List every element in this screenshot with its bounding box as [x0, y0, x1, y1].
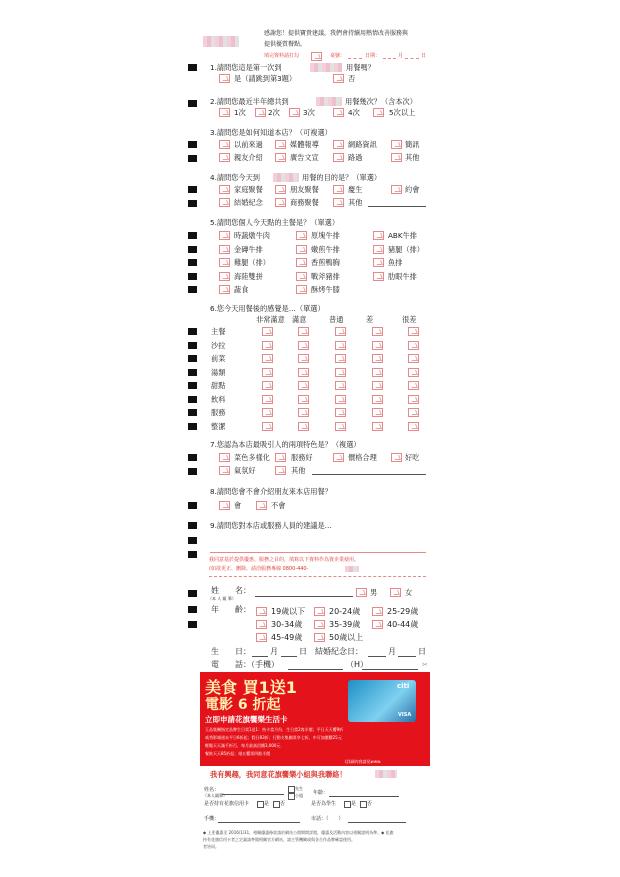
q2-title-a: 2.請問您最近半年總共到	[210, 97, 289, 106]
question-marker	[188, 502, 197, 509]
q6-rating-checkbox[interactable]	[262, 327, 273, 336]
q4-title-a: 4.請問您今天到	[210, 173, 260, 182]
birthday-month: 月	[270, 647, 278, 656]
q3-checkbox[interactable]	[275, 140, 286, 149]
q6-rating-checkbox[interactable]	[408, 381, 419, 390]
redacted-logo	[203, 36, 239, 47]
q5-option: 肋眼牛排	[388, 271, 417, 281]
student-no-checkbox[interactable]	[360, 801, 367, 808]
ad-bullet: 餐飲天天85折起；週五饗票四點半價	[205, 751, 271, 756]
q3-checkbox[interactable]	[275, 153, 286, 162]
question-marker	[188, 551, 197, 558]
q6-item-label: 湯類	[211, 367, 226, 377]
q8-no-label: 不會	[271, 501, 286, 510]
q4-option: 其他	[348, 198, 363, 207]
age-checkbox[interactable]	[256, 607, 267, 616]
q6-rating-checkbox[interactable]	[408, 327, 419, 336]
hold-card-yes: 是	[264, 801, 270, 807]
q6-rating-checkbox[interactable]	[262, 341, 273, 350]
q5-checkbox[interactable]	[296, 245, 307, 254]
q5-option: 酥烤牛膝	[311, 285, 340, 294]
q7-option: 服務好	[291, 453, 313, 462]
age-checkbox[interactable]	[256, 633, 267, 642]
question-marker	[188, 232, 197, 239]
question-marker	[188, 621, 197, 628]
q6-rating-checkbox[interactable]	[298, 408, 309, 417]
q7-checkbox[interactable]	[391, 453, 402, 462]
q3-option: 簡訊	[405, 140, 420, 149]
age-option: 50歲以上	[329, 633, 364, 642]
q7-option: 氣氛好	[234, 466, 256, 475]
redacted-phone	[345, 566, 359, 572]
question-marker	[188, 382, 197, 389]
q7-other-line[interactable]	[312, 474, 426, 475]
question-marker	[188, 454, 197, 461]
question-marker	[188, 590, 197, 597]
ad-detail-link[interactable]: (詳細內容請見www.	[345, 759, 382, 764]
age-option: 25-29歲	[387, 607, 419, 616]
mobile-input-line[interactable]	[288, 669, 343, 670]
q4-option: 結婚紀念	[234, 198, 263, 207]
q2-option-label: 4次	[348, 108, 360, 117]
q7-option: 其他	[291, 466, 306, 475]
q6-rating-checkbox[interactable]	[408, 395, 419, 404]
male-checkbox[interactable]	[356, 588, 367, 597]
q7-option: 菜色多樣化	[234, 453, 270, 462]
q6-item-label: 沙拉	[211, 340, 226, 350]
q3-checkbox[interactable]	[333, 153, 344, 162]
table-label: 桌號：	[330, 53, 346, 59]
q1-no-checkbox[interactable]	[333, 74, 344, 83]
q6-rating-checkbox[interactable]	[298, 341, 309, 350]
q5-option: 香煎鴨胸	[311, 258, 340, 267]
age-option: 35-39歲	[329, 620, 361, 629]
q6-rating-checkbox[interactable]	[335, 341, 346, 350]
apply-mobile-label: 手機：	[204, 816, 220, 822]
q4-checkbox[interactable]	[391, 185, 402, 194]
ad-headline-3: 立即申請花旗饗樂生活卡	[205, 715, 288, 724]
footer-line1: ◆ 上述優惠至 2016/1/31，相關優惠條款請於網站公開期間詳閱，優惠及活動內容以相關說明為準。◆ 花旗	[203, 830, 394, 835]
q7-title: 7.您認為本店最吸引人的兩項特色是？（複選）	[210, 440, 361, 449]
q6-rating-checkbox[interactable]	[408, 341, 419, 350]
q5-option: 時蔬燉牛肉	[234, 231, 270, 240]
ad-bullet: 威秀影城週末平日6折起；假日83折；行動支集團票享七折。中可加價購25元	[205, 735, 342, 740]
apply-age-label: 年齡：	[313, 790, 329, 796]
scissors-icon: ✂	[422, 660, 429, 669]
q5-checkbox[interactable]	[219, 258, 230, 267]
q5-checkbox[interactable]	[296, 231, 307, 240]
age-checkbox[interactable]	[314, 633, 325, 642]
question-marker	[188, 606, 197, 613]
q4-option: 慶生	[348, 185, 363, 194]
hold-card-label: 是否持有花旗信用卡	[204, 801, 250, 807]
name-label: 姓 名：	[211, 586, 251, 595]
anniversary-label: 結婚紀念日：	[315, 647, 363, 656]
redacted-brand	[273, 173, 299, 182]
q6-rating-checkbox[interactable]	[298, 354, 309, 363]
fill-date-label: 填完資料請打勾	[264, 53, 300, 59]
anniversary-month: 月	[388, 647, 396, 656]
q7-option: 好吃	[405, 453, 420, 462]
q5-checkbox[interactable]	[373, 272, 384, 281]
age-checkbox[interactable]	[256, 620, 267, 629]
q6-scale-header: 普通	[329, 315, 344, 324]
age-checkbox[interactable]	[314, 620, 325, 629]
q9-title: 9.請問您對本店或服務人員的建議是…	[210, 521, 332, 530]
q2-option-checkbox[interactable]	[255, 108, 266, 117]
q5-checkbox[interactable]	[373, 245, 384, 254]
apply-city-label: 市話：（ ）	[311, 816, 344, 822]
q6-rating-checkbox[interactable]	[298, 381, 309, 390]
q1-title-b: 用餐嗎？	[346, 63, 375, 72]
student-label: 是否為學生	[311, 801, 337, 807]
notice-divider	[209, 576, 426, 577]
anniversary-day-line[interactable]	[398, 656, 416, 657]
q6-rating-checkbox[interactable]	[262, 408, 273, 417]
apply-name-label: 姓名：	[204, 787, 220, 793]
q5-option: 海陸雙拼	[234, 271, 263, 281]
question-marker	[188, 100, 197, 107]
q2-option-label: 5次以上	[389, 108, 416, 117]
q6-scale-header: 差	[366, 315, 374, 324]
apply-title: 我有興趣，我同意花旗饗樂小組與我聯絡！	[210, 770, 347, 779]
q6-rating-checkbox[interactable]	[262, 422, 273, 431]
gender-f-label: 小姐	[295, 793, 303, 798]
q8-no-checkbox[interactable]	[256, 501, 267, 510]
question-marker	[188, 246, 197, 253]
question-marker	[188, 141, 197, 148]
age-label: 年 齡：	[211, 605, 251, 614]
hold-card-no-checkbox[interactable]	[273, 801, 280, 808]
q2-option-label: 3次	[303, 108, 315, 117]
q5-checkbox[interactable]	[219, 285, 230, 294]
q3-title: 3.請問您是如何知道本店？（可複選）	[210, 128, 332, 137]
question-marker	[188, 342, 197, 349]
ad-headline-1: 美食 買1送1	[205, 678, 297, 697]
anniversary-day: 日	[418, 647, 426, 656]
gender-f-checkbox[interactable]	[288, 793, 295, 800]
q2-option-checkbox[interactable]	[373, 108, 384, 117]
question-marker	[188, 355, 197, 362]
q5-checkbox[interactable]	[296, 272, 307, 281]
q6-rating-checkbox[interactable]	[408, 354, 419, 363]
redacted-brand	[310, 63, 342, 72]
question-marker	[188, 155, 197, 162]
q2-title-b: 用餐幾次？（含本次）	[345, 97, 417, 106]
apply-mobile-line[interactable]	[218, 822, 300, 823]
q3-option: 路過	[348, 153, 363, 162]
age-checkbox[interactable]	[372, 607, 383, 616]
q4-option: 朋友聚餐	[290, 185, 319, 194]
q6-rating-checkbox[interactable]	[262, 395, 273, 404]
question-marker	[188, 259, 197, 266]
q5-option: 戰斧豬排	[311, 271, 340, 281]
footer-line3: 者皆同。	[203, 844, 219, 849]
question-marker	[188, 286, 197, 293]
apply-name-sub: （本人親筆）	[203, 793, 227, 798]
q6-rating-checkbox[interactable]	[372, 395, 383, 404]
citi-logo: citi	[397, 682, 410, 690]
q5-option: 原塊牛排	[311, 231, 340, 240]
q6-rating-checkbox[interactable]	[335, 381, 346, 390]
age-checkbox[interactable]	[372, 620, 383, 629]
question-marker	[188, 468, 197, 475]
q4-option: 商務聚餐	[290, 198, 319, 207]
anniversary-month-line[interactable]	[368, 656, 386, 657]
q1-yes-checkbox[interactable]	[219, 74, 230, 83]
ad-bullet: 輕鬆天天滿千折百，每月最高回饋3,000元	[205, 743, 281, 748]
q6-rating-checkbox[interactable]	[408, 368, 419, 377]
q5-title: 5.請問您個人今天點的主餐是？（單選）	[210, 218, 340, 227]
q6-rating-checkbox[interactable]	[298, 422, 309, 431]
female-label: 女	[405, 588, 413, 597]
q7-option: 價格合理	[348, 453, 377, 462]
q6-item-label: 服務	[211, 408, 226, 417]
q6-rating-checkbox[interactable]	[298, 327, 309, 336]
apply-name-line[interactable]	[222, 794, 284, 795]
hold-card-no: 否	[280, 801, 286, 807]
q3-checkbox[interactable]	[333, 140, 344, 149]
q1-yes-label: 是（請跳到第3題）	[234, 74, 297, 83]
q2-option-label: 2次	[268, 108, 280, 117]
q4-option: 約會	[405, 185, 420, 194]
q5-option: 嫩煎牛排	[311, 244, 340, 254]
q5-option: 金磚牛排	[234, 244, 263, 254]
birthday-day-line[interactable]	[281, 656, 297, 657]
q6-title: 6.您今天用餐後的感覺是…（單選）	[210, 304, 325, 313]
ad-bullet: 王品集團指定品牌生日買1送1：持卡當月份，生日當2客半價；平日天天饗9折	[205, 727, 344, 732]
age-option: 40-44歲	[387, 620, 419, 629]
q6-rating-checkbox[interactable]	[408, 408, 419, 417]
q5-checkbox[interactable]	[219, 272, 230, 281]
question-marker	[188, 423, 197, 430]
question-marker	[188, 409, 197, 416]
q6-rating-checkbox[interactable]	[372, 408, 383, 417]
q7-checkbox[interactable]	[219, 466, 230, 475]
redacted-phone	[375, 770, 397, 778]
q5-option: 魚排	[388, 258, 403, 267]
date-label: 日期：	[365, 53, 381, 59]
q6-scale-header: 非常滿意	[256, 315, 285, 324]
home-phone-input-line[interactable]	[362, 669, 418, 670]
question-marker	[188, 200, 197, 207]
phone-label: 電 話：（手機）	[211, 660, 279, 669]
q5-option: 豬腿（排）	[388, 244, 424, 254]
q9-answer-line[interactable]	[210, 552, 426, 553]
q6-rating-checkbox[interactable]	[262, 354, 273, 363]
q5-option: 雞腿（排）	[234, 258, 270, 267]
student-no: 否	[367, 801, 373, 807]
q4-checkbox[interactable]	[275, 198, 286, 207]
q1-title-a: 1.請問您這是第一次到	[210, 63, 282, 72]
q5-checkbox[interactable]	[219, 245, 230, 254]
student-yes-checkbox[interactable]	[344, 801, 351, 808]
birthday-label: 生 日：	[211, 647, 251, 656]
gender-m-checkbox[interactable]	[288, 786, 295, 793]
privacy-notice-line2: (如欲更正、刪除，請洽服務專線 0800-440-	[209, 566, 309, 572]
age-checkbox[interactable]	[314, 607, 325, 616]
q5-option: ABK牛排	[388, 231, 417, 240]
month-label: 月	[398, 53, 404, 59]
q6-scale-header: 滿意	[292, 315, 307, 324]
q3-option: 親友介紹	[234, 153, 263, 162]
q8-yes-checkbox[interactable]	[219, 501, 230, 510]
q3-checkbox[interactable]	[391, 153, 402, 162]
question-marker	[188, 537, 197, 544]
q5-checkbox[interactable]	[219, 231, 230, 240]
q3-option: 以前來過	[234, 140, 263, 149]
q2-option-label: 1次	[234, 108, 246, 117]
birthday-day: 日	[299, 647, 307, 656]
q3-option: 網路資訊	[348, 140, 377, 149]
q3-option: 媒體報導	[290, 140, 319, 149]
q6-rating-checkbox[interactable]	[372, 354, 383, 363]
q6-scale-header: 很差	[402, 315, 417, 324]
hold-card-yes-checkbox[interactable]	[257, 801, 264, 808]
q6-rating-checkbox[interactable]	[372, 327, 383, 336]
student-yes: 是	[351, 801, 357, 807]
gender-m-label: 先生	[295, 786, 303, 791]
q2-option-checkbox[interactable]	[289, 108, 300, 117]
day-label: 日	[421, 53, 427, 59]
q7-checkbox[interactable]	[219, 453, 230, 462]
question-marker	[188, 396, 197, 403]
q6-rating-checkbox[interactable]	[372, 422, 383, 431]
q6-rating-checkbox[interactable]	[335, 408, 346, 417]
birthday-month-line[interactable]	[252, 656, 268, 657]
q6-item-label: 前菜	[211, 354, 226, 363]
q4-title-b: 用餐的目的是？（單選）	[302, 173, 382, 182]
q2-option-checkbox[interactable]	[333, 108, 344, 117]
q5-option: 蔬食	[234, 285, 249, 294]
visa-logo: VISA	[398, 712, 412, 718]
q6-rating-checkbox[interactable]	[335, 422, 346, 431]
greeting-line2: 提供優質餐點。	[264, 41, 307, 48]
question-marker	[188, 328, 197, 335]
q6-rating-checkbox[interactable]	[335, 354, 346, 363]
q3-checkbox[interactable]	[391, 140, 402, 149]
privacy-notice-line1: 我同意基於提供優惠、服務之目的，填寫以下資料作為資企業使用。	[209, 557, 360, 563]
q3-option: 廣告文宣	[290, 153, 319, 162]
q6-rating-checkbox[interactable]	[335, 395, 346, 404]
age-option: 30-34歲	[271, 620, 303, 629]
redacted-brand	[316, 97, 342, 106]
greeting-line1: 感謝您！提供寶貴建議，我們會持續用熱情改善服務與	[264, 30, 409, 37]
q6-rating-checkbox[interactable]	[408, 422, 419, 431]
q7-checkbox[interactable]	[333, 453, 344, 462]
q6-item-label: 主餐	[211, 327, 226, 336]
name-input-line[interactable]	[255, 596, 353, 597]
q6-rating-checkbox[interactable]	[298, 368, 309, 377]
question-marker	[188, 273, 197, 280]
home-phone-label: （H）	[346, 660, 369, 669]
question-marker	[188, 64, 197, 71]
q7-checkbox[interactable]	[275, 466, 286, 475]
question-marker	[188, 369, 197, 376]
q6-item-label: 甜點	[211, 381, 226, 390]
name-sub-label: （本 人 親 筆）	[208, 596, 236, 601]
q4-checkbox[interactable]	[275, 185, 286, 194]
q7-checkbox[interactable]	[275, 453, 286, 462]
q3-option: 其他	[405, 153, 420, 162]
apply-age-line[interactable]	[329, 796, 399, 797]
q8-yes-label: 會	[234, 501, 242, 510]
q6-item-label: 飲料	[211, 394, 226, 404]
question-marker	[188, 186, 197, 193]
q6-rating-checkbox[interactable]	[372, 341, 383, 350]
age-option: 19歲以下	[271, 607, 306, 616]
apply-city-line[interactable]	[348, 822, 406, 823]
q6-rating-checkbox[interactable]	[372, 381, 383, 390]
header-checkbox[interactable]	[311, 52, 322, 61]
q6-rating-checkbox[interactable]	[262, 381, 273, 390]
footer-line2: 持有花旗信用卡者之定義請參閱相關官方網站，請主管機關或與各合作品牌確認使用。	[203, 837, 355, 842]
q2-option-checkbox[interactable]	[219, 108, 230, 117]
female-checkbox[interactable]	[390, 588, 401, 597]
q5-checkbox[interactable]	[296, 285, 307, 294]
q1-no-label: 否	[348, 74, 356, 83]
q4-option: 家庭聚餐	[234, 185, 263, 194]
ad-headline-2: 電影 6 折起	[205, 697, 281, 713]
q4-checkbox[interactable]	[219, 185, 230, 194]
q4-checkbox[interactable]	[333, 185, 344, 194]
q6-rating-checkbox[interactable]	[335, 327, 346, 336]
age-option: 45-49歲	[271, 633, 303, 642]
q5-checkbox[interactable]	[373, 258, 384, 267]
q4-checkbox[interactable]	[219, 198, 230, 207]
q3-checkbox[interactable]	[219, 153, 230, 162]
q3-checkbox[interactable]	[219, 140, 230, 149]
q4-checkbox[interactable]	[333, 198, 344, 207]
q5-checkbox[interactable]	[373, 231, 384, 240]
q4-other-line[interactable]	[368, 206, 426, 207]
q5-checkbox[interactable]	[296, 258, 307, 267]
q6-rating-checkbox[interactable]	[372, 368, 383, 377]
q6-rating-checkbox[interactable]	[262, 368, 273, 377]
q8-title: 8.請問您會不會介紹朋友來本店用餐？	[210, 487, 332, 496]
question-marker	[188, 522, 197, 529]
q6-item-label: 整潔	[211, 421, 226, 431]
q6-rating-checkbox[interactable]	[335, 368, 346, 377]
male-label: 男	[370, 588, 378, 597]
q6-rating-checkbox[interactable]	[298, 395, 309, 404]
age-option: 20-24歲	[329, 607, 361, 616]
